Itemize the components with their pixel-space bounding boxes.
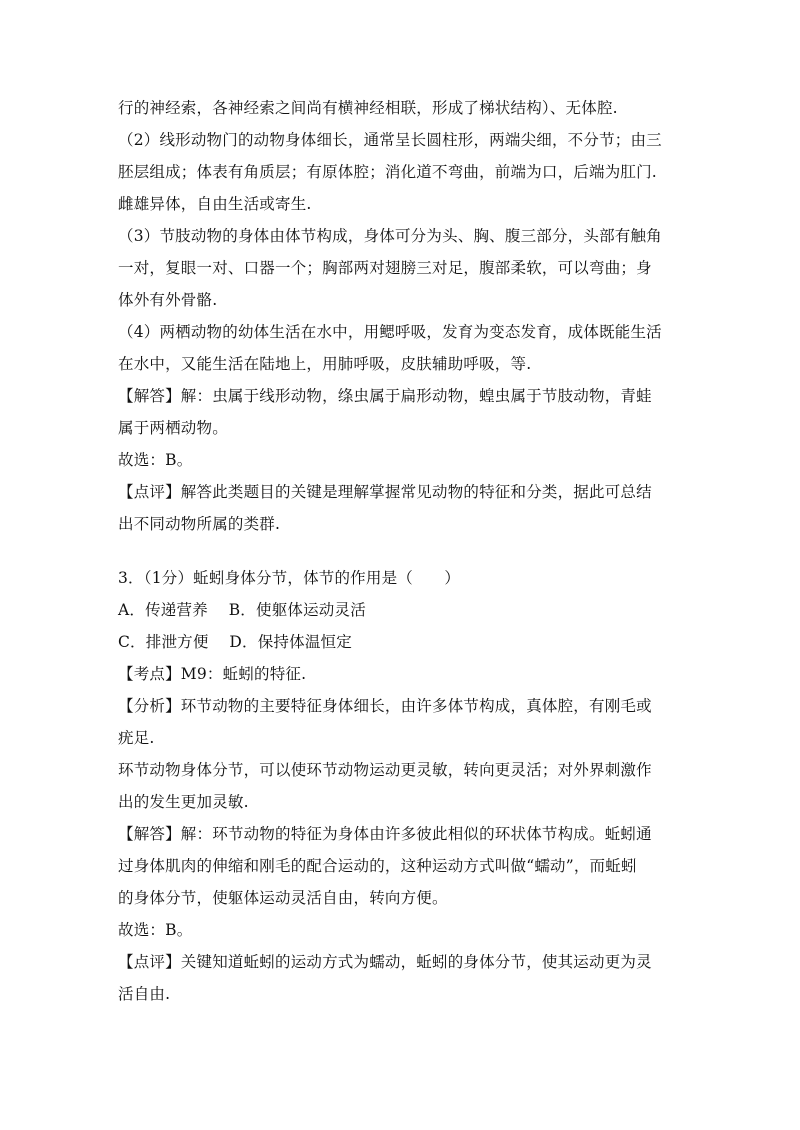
text-line: 环节动物身体分节，可以使环节动物运动更灵敏，转向更灵活；对外界刺激作 (118, 761, 652, 779)
text-line: 属于两栖动物。 (118, 419, 228, 437)
text-line: （4）两栖动物的幼体生活在水中，用鳃呼吸，发育为变态发育，成体既能生活 (118, 323, 662, 341)
text-line: 【分析】环节动物的主要特征身体细长，由许多体节构成，真体腔，有刚毛或 (118, 697, 652, 715)
text-line: 的身体分节，使躯体运动灵活自由，转向方便。 (118, 889, 448, 907)
text-line: 体外有外骨骼. (118, 291, 218, 309)
question-options-row-2: C．排泄方便 D．保持体温恒定 (118, 633, 352, 651)
text-line: 出不同动物所属的类群. (118, 515, 281, 533)
text-line: 活自由. (118, 985, 171, 1003)
text-line: 一对，复眼一对、口器一个；胸部两对翅膀三对足，腹部柔软，可以弯曲；身 (118, 259, 652, 277)
text-line: （3）节肢动物的身体由体节构成，身体可分为头、胸、腹三部分，头部有触角 (118, 227, 662, 245)
text-line: 雌雄异体，自由生活或寄生. (118, 195, 312, 213)
text-line: 【考点】M9：蚯蚓的特征. (118, 665, 307, 683)
text-line: 【解答】解：虫属于线形动物，绦虫属于扁形动物，蝗虫属于节肢动物，青蛙 (118, 387, 652, 405)
text-line: 【点评】解答此类题目的关键是理解掌握常见动物的特征和分类，据此可总结 (118, 483, 652, 501)
text-line: 在水中，又能生活在陆地上，用肺呼吸，皮肤辅助呼吸，等. (118, 355, 532, 373)
text-line: 出的发生更加灵敏. (118, 793, 249, 811)
question-title: 3．（1分）蚯蚓身体分节，体节的作用是（ ） (118, 569, 461, 587)
text-line: （2）线形动物门的动物身体细长，通常呈长圆柱形，两端尖细，不分节；由三 (118, 131, 662, 149)
text-line: 过身体肌肉的伸缩和刚毛的配合运动的，这种运动方式叫做“蠕动”，而蚯蚓 (118, 857, 637, 875)
question-options-row-1: A．传递营养 B．使躯体运动灵活 (118, 601, 366, 619)
text-line: 【点评】关键知道蚯蚓的运动方式为蠕动，蚯蚓的身体分节，使其运动更为灵 (118, 953, 652, 971)
text-line: 行的神经索，各神经索之间尚有横神经相联，形成了梯状结构）、无体腔. (118, 99, 618, 117)
text-line: 疣足. (118, 729, 155, 747)
text-line: 故选：B。 (118, 921, 193, 939)
text-line: 【解答】解：环节动物的特征为身体由许多彼此相似的环状体节构成。蚯蚓通 (118, 825, 652, 843)
text-line: 胚层组成；体表有角质层；有原体腔；消化道不弯曲，前端为口，后端为肛门. (118, 163, 657, 181)
text-line: 故选：B。 (118, 451, 193, 469)
